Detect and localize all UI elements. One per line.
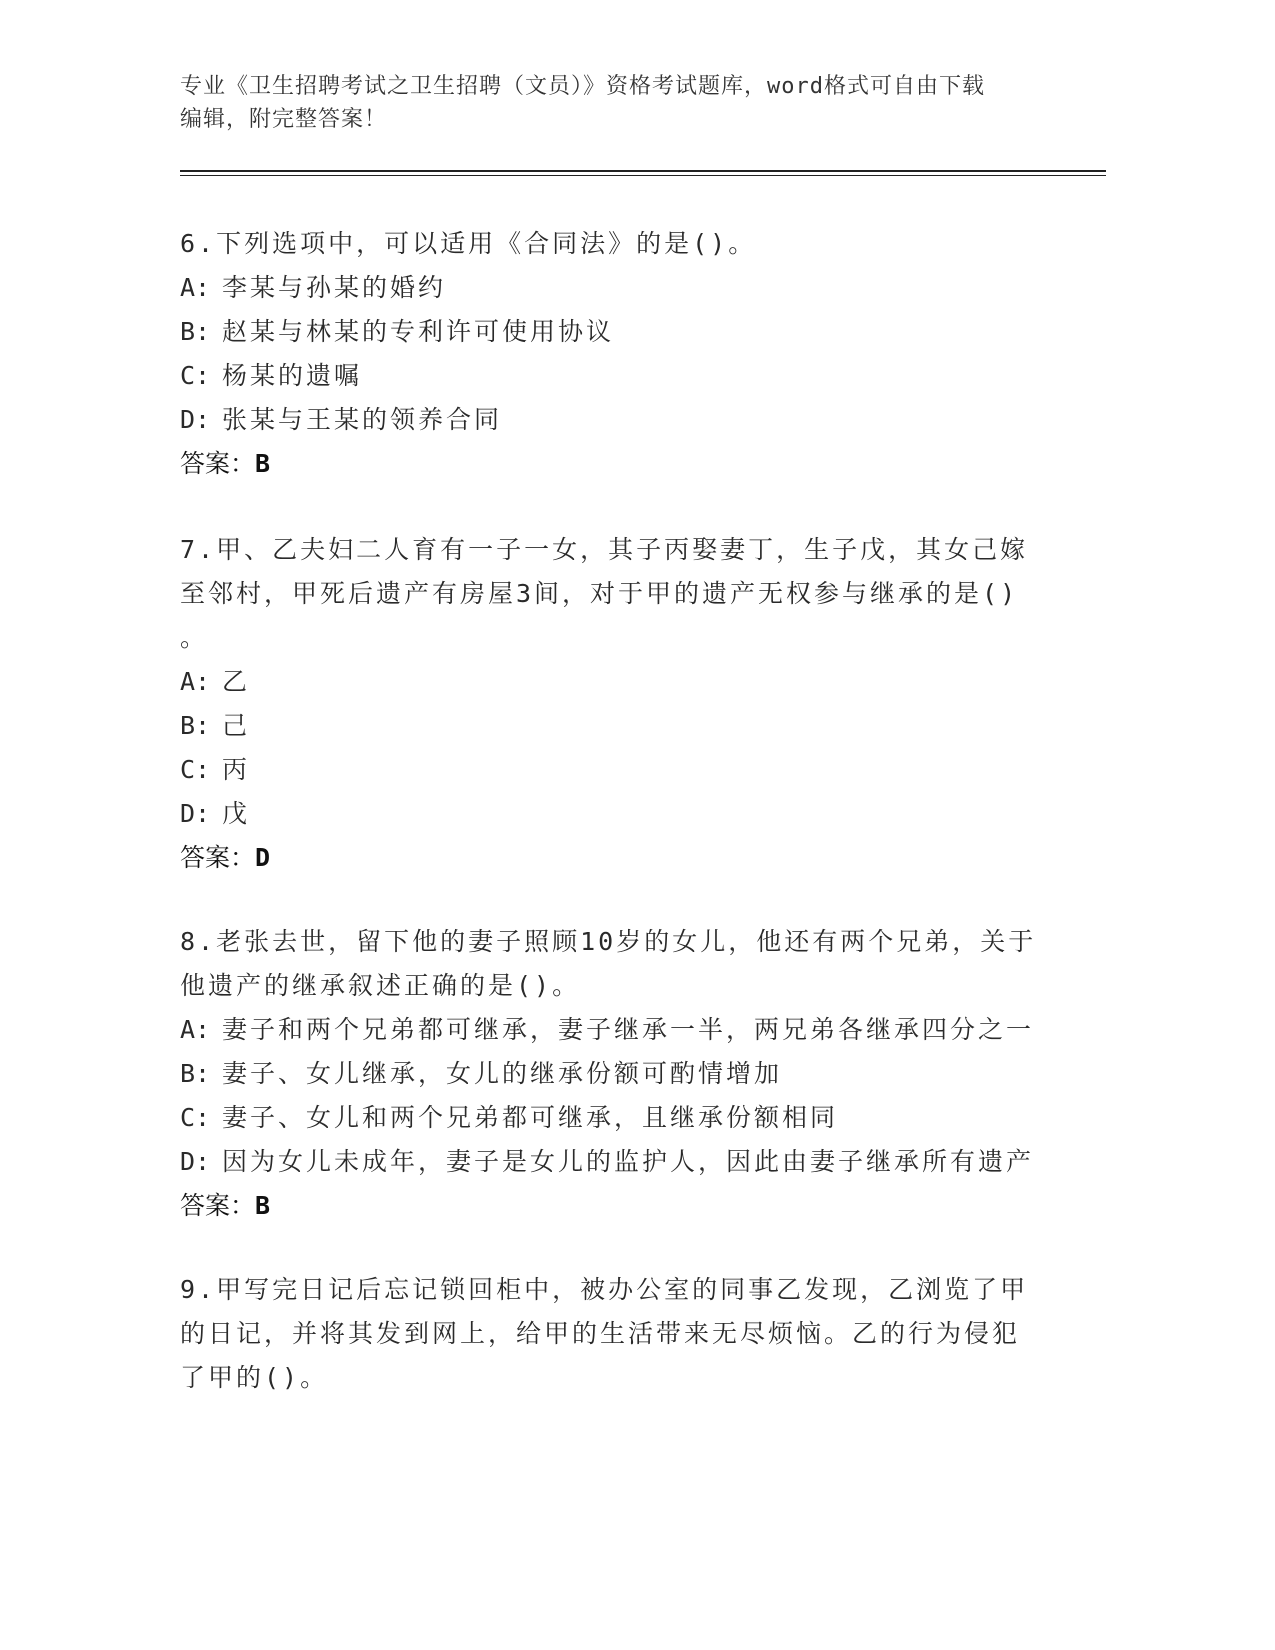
option-key: B: — [180, 1059, 211, 1088]
option-text: 杨某的遗嘱 — [222, 361, 363, 390]
document-header — [180, 70, 1040, 136]
answer-label: 答案： — [180, 843, 256, 872]
stem-line: 的日记，并将其发到网上，给甲的生活带来无尽烦恼。乙的行为侵犯 — [180, 1319, 1021, 1348]
option-c — [180, 354, 1040, 398]
option-key: C: — [180, 361, 211, 390]
option-key: C: — [180, 1103, 211, 1132]
option-key: A: — [180, 667, 211, 696]
question-8 — [180, 920, 1040, 1228]
option-c — [180, 1096, 1040, 1140]
question-stem — [180, 528, 1040, 660]
stem-line: 。 — [180, 623, 209, 652]
option-d — [180, 792, 1040, 836]
header-divider-thick — [180, 170, 1106, 172]
question-9 — [180, 1268, 1040, 1400]
option-text: 己 — [222, 711, 251, 740]
option-d — [180, 398, 1040, 442]
stem-line: 7.甲、乙夫妇二人育有一子一女，其子丙娶妻丁，生子戊，其女己嫁 — [180, 535, 1029, 564]
answer-value: B — [255, 449, 271, 478]
option-text: 因为女儿未成年，妻子是女儿的监护人，因此由妻子继承所有遗产 — [222, 1147, 1035, 1176]
option-key: A: — [180, 1015, 211, 1044]
option-a — [180, 1008, 1040, 1052]
option-b — [180, 1052, 1040, 1096]
option-text: 妻子和两个兄弟都可继承，妻子继承一半，两兄弟各继承四分之一 — [222, 1015, 1035, 1044]
option-text: 妻子、女儿继承，女儿的继承份额可酌情增加 — [222, 1059, 783, 1088]
option-key: D: — [180, 405, 211, 434]
stem-line: 了甲的()。 — [180, 1363, 329, 1392]
option-text: 张某与王某的领养合同 — [222, 405, 503, 434]
option-text: 妻子、女儿和两个兄弟都可继承，且继承份额相同 — [222, 1103, 839, 1132]
option-key: D: — [180, 1147, 211, 1176]
stem-line: 8.老张去世，留下他的妻子照顾10岁的女儿，他还有两个兄弟，关于 — [180, 927, 1037, 956]
option-c — [180, 748, 1040, 792]
stem-line: 他遗产的继承叙述正确的是()。 — [180, 971, 581, 1000]
option-key: A: — [180, 273, 211, 302]
header-line-2: 编辑，附完整答案！ — [180, 107, 388, 132]
header-divider-thin — [180, 175, 1106, 176]
question-stem — [180, 222, 1040, 266]
option-b — [180, 310, 1040, 354]
option-text: 赵某与林某的专利许可使用协议 — [222, 317, 615, 346]
option-text: 戊 — [222, 799, 251, 828]
answer-value: B — [255, 1191, 271, 1220]
answer-line — [180, 836, 1040, 880]
answer-label: 答案： — [180, 449, 256, 478]
question-stem — [180, 1268, 1040, 1400]
question-6 — [180, 222, 1040, 486]
option-key: D: — [180, 799, 211, 828]
option-text: 李某与孙某的婚约 — [222, 273, 447, 302]
option-a — [180, 660, 1040, 704]
option-key: B: — [180, 317, 211, 346]
option-key: C: — [180, 755, 211, 784]
option-key: B: — [180, 711, 211, 740]
option-d — [180, 1140, 1040, 1184]
stem-line: 至邻村，甲死后遗产有房屋3间，对于甲的遗产无权参与继承的是() — [180, 579, 1019, 608]
header-line-1: 专业《卫生招聘考试之卫生招聘（文员）》资格考试题库，word格式可自由下载 — [180, 74, 985, 99]
question-7 — [180, 528, 1040, 880]
question-stem — [180, 920, 1040, 1008]
answer-line — [180, 442, 1040, 486]
option-text: 丙 — [222, 755, 251, 784]
option-b — [180, 704, 1040, 748]
option-a — [180, 266, 1040, 310]
answer-label: 答案： — [180, 1191, 256, 1220]
stem-line: 6.下列选项中，可以适用《合同法》的是()。 — [180, 229, 757, 258]
answer-line — [180, 1184, 1040, 1228]
answer-value: D — [255, 843, 271, 872]
stem-line: 9.甲写完日记后忘记锁回柜中，被办公室的同事乙发现，乙浏览了甲 — [180, 1275, 1029, 1304]
option-text: 乙 — [222, 667, 251, 696]
